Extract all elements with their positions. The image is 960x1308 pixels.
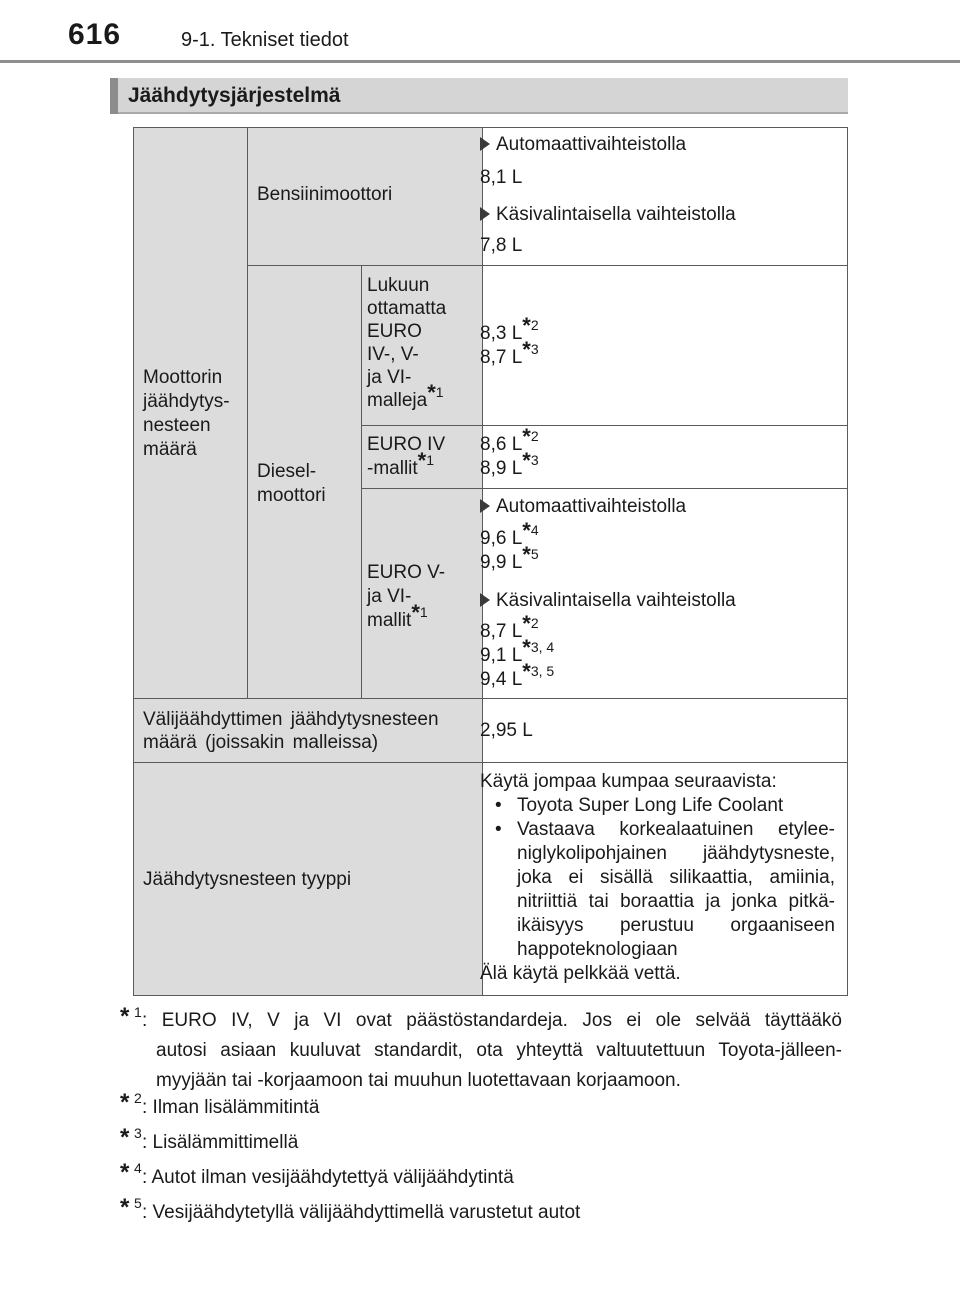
intercooler-value: 2,95 L bbox=[480, 720, 533, 741]
coolant-type-label: Jäähdytysnesteen tyyppi bbox=[143, 869, 352, 890]
gasoline-manual-label: Käsivalintaisella vaihteistolla bbox=[480, 204, 736, 226]
coolant-type-bullet-1: • Toyota Super Long Life Coolant bbox=[495, 795, 784, 816]
running-head: 9-1. Tekniset tiedot bbox=[181, 29, 349, 51]
diesel-row3-manual-values: 8,7 L*$^2$ 9,1 L*$^{3, 4}$ 9,4 L*$^{3, 5}$ bbox=[480, 611, 555, 690]
diesel-row3-label: EURO V- ja VI- mallit*$^1$ bbox=[367, 562, 446, 631]
gasoline-automatic-value: 8,1 L bbox=[480, 167, 523, 188]
gasoline-manual-value: 7,8 L bbox=[480, 235, 523, 256]
coolant-type-warning: Älä käytä pelkkää vettä. bbox=[480, 963, 681, 984]
diesel-row3-manual-label: Käsivalintaisella vaihteistolla bbox=[480, 590, 736, 612]
diesel-row3-automatic-values: 9,6 L*$^4$ 9,9 L*$^5$ bbox=[480, 518, 539, 573]
capacity-label: Moottorin jäähdytys- nesteen määrä bbox=[143, 367, 230, 460]
footnotes: * 1 : EURO IV, V ja VI ovat päästöstandardeja. Jos ei ole selvää täyttääkö autosi asiaan kuuluvat standardit, ota yhteyttä valtuutettuun Toyota-jälleen- myyjään tai -korjaamoon tai muuhun luotettavaan korjaamoon. * 2 : Ilman lisälämmitintä * 3 : Lisälämmittimellä * 4 : Autot ilman vesijäähdytettyä välijäähdytintä * 5 : Vesijäähdytetyllä välijäähdyttimellä varustetut autot bbox=[120, 1003, 842, 1223]
diesel-row1-values: 8,3 L*$^2$ 8,7 L*$^3$ bbox=[480, 313, 539, 368]
diesel-label: Diesel- moottori bbox=[257, 461, 326, 506]
diesel-row2-label: EURO IV -mallit*$^1$ bbox=[367, 434, 446, 479]
diesel-row1-label: Lukuun ottamatta EURO IV-, V- ja VI- malleja*$^1$ bbox=[367, 275, 447, 411]
coolant-type-bullet-2: • Vastaava korkealaatuinen etylee- niglykolipohjainen jäähdytysneste, joka ei sisällä silikaattia, amiinia, nitriittiä tai boraattia ja jonka pitkä- ikäisyys perustuu orgaaniseen happoteknologiaan bbox=[495, 819, 835, 960]
section-title: Jäähdytysjärjestelmä bbox=[128, 84, 341, 107]
gasoline-label: Bensiinimoottori bbox=[257, 184, 393, 205]
page-number: 616 bbox=[68, 18, 122, 51]
gasoline-automatic-label: Automaattivaihteistolla bbox=[480, 134, 686, 156]
diesel-row3-automatic-label: Automaattivaihteistolla bbox=[480, 496, 686, 518]
diesel-row2-values: 8,6 L*$^2$ 8,9 L*$^3$ bbox=[480, 424, 539, 479]
coolant-type-intro: Käytä jompaa kumpaa seuraavista: bbox=[480, 771, 777, 792]
intercooler-label: Välijäähdyttimen jäähdytysnesteen määrä (joissakin malleissa) bbox=[143, 709, 439, 753]
